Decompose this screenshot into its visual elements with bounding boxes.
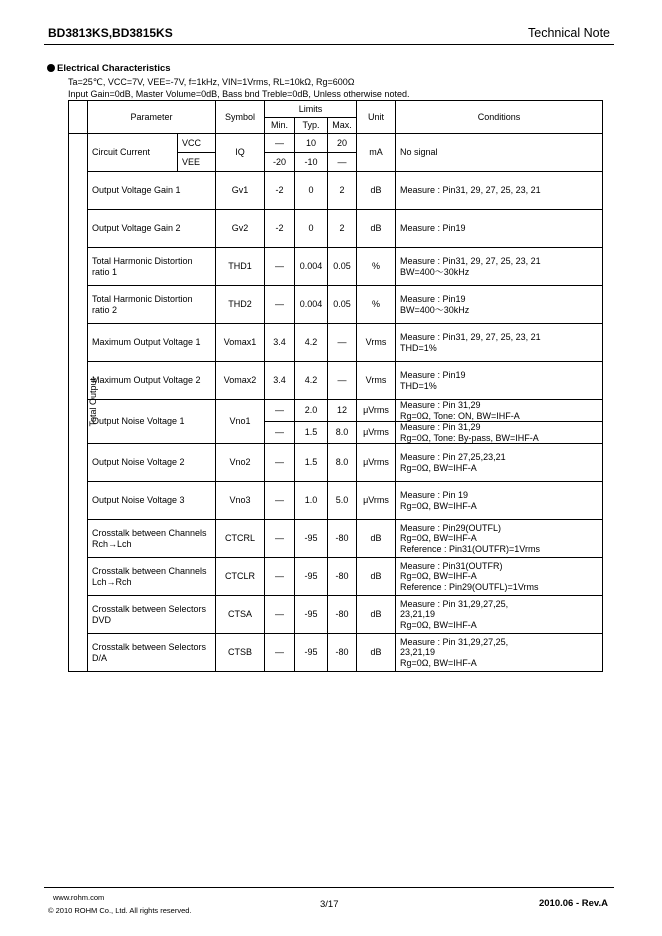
unit-cell: dB — [357, 172, 396, 210]
max-cell: -80 — [328, 520, 357, 558]
header-symbol: Symbol — [216, 101, 265, 134]
symbol-cell: CTCLR — [216, 558, 265, 596]
symbol-cell: THD2 — [216, 286, 265, 324]
revision: 2010.06 - Rev.A — [538, 898, 608, 909]
table-row — [69, 400, 603, 422]
param-cell: Total Harmonic Distortion ratio 1 — [88, 248, 216, 286]
symbol-cell: Vno1 — [216, 400, 265, 444]
cond-cell: No signal — [396, 134, 603, 172]
typ-cell: 4.2 — [295, 362, 328, 400]
unit-cell: mA — [357, 134, 396, 172]
max-cell: 12 — [328, 400, 357, 422]
table-row — [69, 248, 603, 286]
param-cell: Output Noise Voltage 1 — [88, 400, 216, 444]
cond-cell: Measure : Pin 31,29,27,25, 23,21,19 Rg=0Ω, BW=IHF-A — [396, 596, 603, 634]
max-cell: 2 — [328, 210, 357, 248]
unit-cell: dB — [357, 596, 396, 634]
param-cell: Output Voltage Gain 1 — [88, 172, 216, 210]
typ-cell: 0 — [295, 210, 328, 248]
table-row — [69, 172, 603, 210]
typ-cell: -95 — [295, 634, 328, 672]
max-cell: 0.05 — [328, 248, 357, 286]
cond-cell: Measure : Pin31, 29, 27, 25, 23, 21 BW=400～30kHz — [396, 248, 603, 286]
max-cell: -80 — [328, 558, 357, 596]
cond-cell: Measure : Pin 27,25,23,21 Rg=0Ω, BW=IHF-A — [396, 444, 603, 482]
typ-cell: 1.5 — [295, 444, 328, 482]
footer-divider — [44, 887, 614, 888]
typ-cell: -95 — [295, 558, 328, 596]
table-row — [69, 324, 603, 362]
table-row — [69, 362, 603, 400]
unit-cell: μVrms — [357, 444, 396, 482]
min-cell: — — [265, 134, 295, 153]
unit-cell: dB — [357, 520, 396, 558]
typ-cell: 0 — [295, 172, 328, 210]
unit-cell: dB — [357, 634, 396, 672]
header-parameter: Parameter — [88, 101, 216, 134]
max-cell: 20 — [328, 134, 357, 153]
table-row — [69, 482, 603, 520]
cond-cell: Measure : Pin31(OUTFR) Rg=0Ω, BW=IHF-A Reference : Pin29(OUTFL)=1Vrms — [396, 558, 603, 596]
document-type: Technical Note — [528, 26, 610, 40]
cond-cell: Measure : Pin31, 29, 27, 25, 23, 21 — [396, 172, 603, 210]
min-cell: — — [265, 634, 295, 672]
max-cell: 2 — [328, 172, 357, 210]
min-cell: — — [265, 520, 295, 558]
symbol-cell: IQ — [216, 134, 265, 172]
cond-cell: Measure : Pin31, 29, 27, 25, 23, 21 THD=1% — [396, 324, 603, 362]
max-cell: -80 — [328, 596, 357, 634]
header-unit: Unit — [357, 101, 396, 134]
unit-cell: Vrms — [357, 362, 396, 400]
symbol-cell: Vomax2 — [216, 362, 265, 400]
min-cell: — — [265, 558, 295, 596]
cond-cell: Measure : Pin 31,29,27,25, 23,21,19 Rg=0Ω, BW=IHF-A — [396, 634, 603, 672]
unit-cell: μVrms — [357, 400, 396, 422]
section-conditions-line1: Ta=25℃, VCC=7V, VEE=-7V, f=1kHz, VIN=1Vrms, RL=10kΩ, Rg=600Ω — [68, 77, 355, 87]
section-title: Electrical Characteristics — [47, 63, 171, 74]
param-cell: Output Noise Voltage 3 — [88, 482, 216, 520]
table-row — [69, 210, 603, 248]
min-cell: -20 — [265, 153, 295, 172]
param-cell: Output Noise Voltage 2 — [88, 444, 216, 482]
max-cell: 0.05 — [328, 286, 357, 324]
param-cell: Maximum Output Voltage 1 — [88, 324, 216, 362]
header-divider — [44, 44, 614, 45]
max-cell: 8.0 — [328, 422, 357, 444]
unit-cell: % — [357, 286, 396, 324]
unit-cell: dB — [357, 558, 396, 596]
min-cell: — — [265, 286, 295, 324]
min-cell: — — [265, 596, 295, 634]
symbol-cell: Gv1 — [216, 172, 265, 210]
param-cell: Total Harmonic Distortion ratio 2 — [88, 286, 216, 324]
unit-cell: % — [357, 248, 396, 286]
unit-cell: μVrms — [357, 482, 396, 520]
max-cell: 8.0 — [328, 444, 357, 482]
table-row — [69, 558, 603, 596]
max-cell: — — [328, 153, 357, 172]
param-cell: Crosstalk between Selectors D/A — [88, 634, 216, 672]
symbol-cell: Vno3 — [216, 482, 265, 520]
param-cell: Crosstalk between Channels Rch→Lch — [88, 520, 216, 558]
sub-cell: VEE — [178, 153, 216, 172]
param-cell: Output Voltage Gain 2 — [88, 210, 216, 248]
header-min: Min. — [265, 118, 295, 134]
typ-cell: -95 — [295, 520, 328, 558]
cond-cell: Measure : Pin29(OUTFL) Rg=0Ω, BW=IHF-A Reference : Pin31(OUTFR)=1Vrms — [396, 520, 603, 558]
cond-cell: Measure : Pin 31,29 Rg=0Ω, Tone: ON, BW=IHF-A — [396, 400, 603, 422]
typ-cell: 1.0 — [295, 482, 328, 520]
min-cell: — — [265, 422, 295, 444]
symbol-cell: CTSB — [216, 634, 265, 672]
typ-cell: -10 — [295, 153, 328, 172]
header-conditions: Conditions — [396, 101, 603, 134]
max-cell: — — [328, 324, 357, 362]
symbol-cell: CTCRL — [216, 520, 265, 558]
typ-cell: 10 — [295, 134, 328, 153]
symbol-cell: Gv2 — [216, 210, 265, 248]
max-cell: — — [328, 362, 357, 400]
cond-cell: Measure : Pin19 THD=1% — [396, 362, 603, 400]
cond-cell: Measure : Pin 19 Rg=0Ω, BW=IHF-A — [396, 482, 603, 520]
typ-cell: 1.5 — [295, 422, 328, 444]
typ-cell: 4.2 — [295, 324, 328, 362]
table-row — [69, 134, 603, 153]
cond-cell: Measure : Pin19 BW=400～30kHz — [396, 286, 603, 324]
header-limits: Limits — [265, 101, 357, 118]
min-cell: 3.4 — [265, 324, 295, 362]
typ-cell: 0.004 — [295, 248, 328, 286]
header-typ: Typ. — [295, 118, 328, 134]
min-cell: — — [265, 482, 295, 520]
symbol-cell: CTSA — [216, 596, 265, 634]
header-max: Max. — [328, 118, 357, 134]
symbol-cell: Vno2 — [216, 444, 265, 482]
min-cell: — — [265, 248, 295, 286]
table-row — [69, 286, 603, 324]
bullet-icon — [47, 64, 55, 72]
typ-cell: 0.004 — [295, 286, 328, 324]
table-header-row — [69, 101, 603, 118]
unit-cell: μVrms — [357, 422, 396, 444]
document-title: BD3813KS,BD3815KS — [48, 26, 173, 40]
min-cell: 3.4 — [265, 362, 295, 400]
section-conditions-line2: Input Gain=0dB, Master Volume=0dB, Bass bnd Treble=0dB, Unless otherwise noted. — [68, 89, 410, 99]
header-blank — [69, 101, 88, 134]
param-cell: Crosstalk between Selectors DVD — [88, 596, 216, 634]
sub-cell: VCC — [178, 134, 216, 153]
footer-url[interactable]: www.rohm.com — [53, 893, 105, 902]
param-cell: Circuit Current — [88, 134, 178, 172]
min-cell: -2 — [265, 210, 295, 248]
page-number: 3/17 — [320, 899, 339, 910]
param-cell: Maximum Output Voltage 2 — [88, 362, 216, 400]
symbol-cell: Vomax1 — [216, 324, 265, 362]
max-cell: -80 — [328, 634, 357, 672]
table-row — [69, 596, 603, 634]
group-label-total-output: Total Output — [69, 134, 88, 672]
table-row — [69, 634, 603, 672]
min-cell: — — [265, 444, 295, 482]
cond-cell: Measure : Pin 31,29 Rg=0Ω, Tone: By-pass, BW=IHF-A — [396, 422, 603, 444]
min-cell: -2 — [265, 172, 295, 210]
max-cell: 5.0 — [328, 482, 357, 520]
table-row — [69, 444, 603, 482]
typ-cell: -95 — [295, 596, 328, 634]
param-cell: Crosstalk between Channels Lch→Rch — [88, 558, 216, 596]
footer-copyright: © 2010 ROHM Co., Ltd. All rights reserved. — [48, 906, 192, 915]
typ-cell: 2.0 — [295, 400, 328, 422]
unit-cell: dB — [357, 210, 396, 248]
table-row — [69, 520, 603, 558]
symbol-cell: THD1 — [216, 248, 265, 286]
electrical-characteristics-table — [68, 100, 603, 672]
unit-cell: Vrms — [357, 324, 396, 362]
cond-cell: Measure : Pin19 — [396, 210, 603, 248]
min-cell: — — [265, 400, 295, 422]
